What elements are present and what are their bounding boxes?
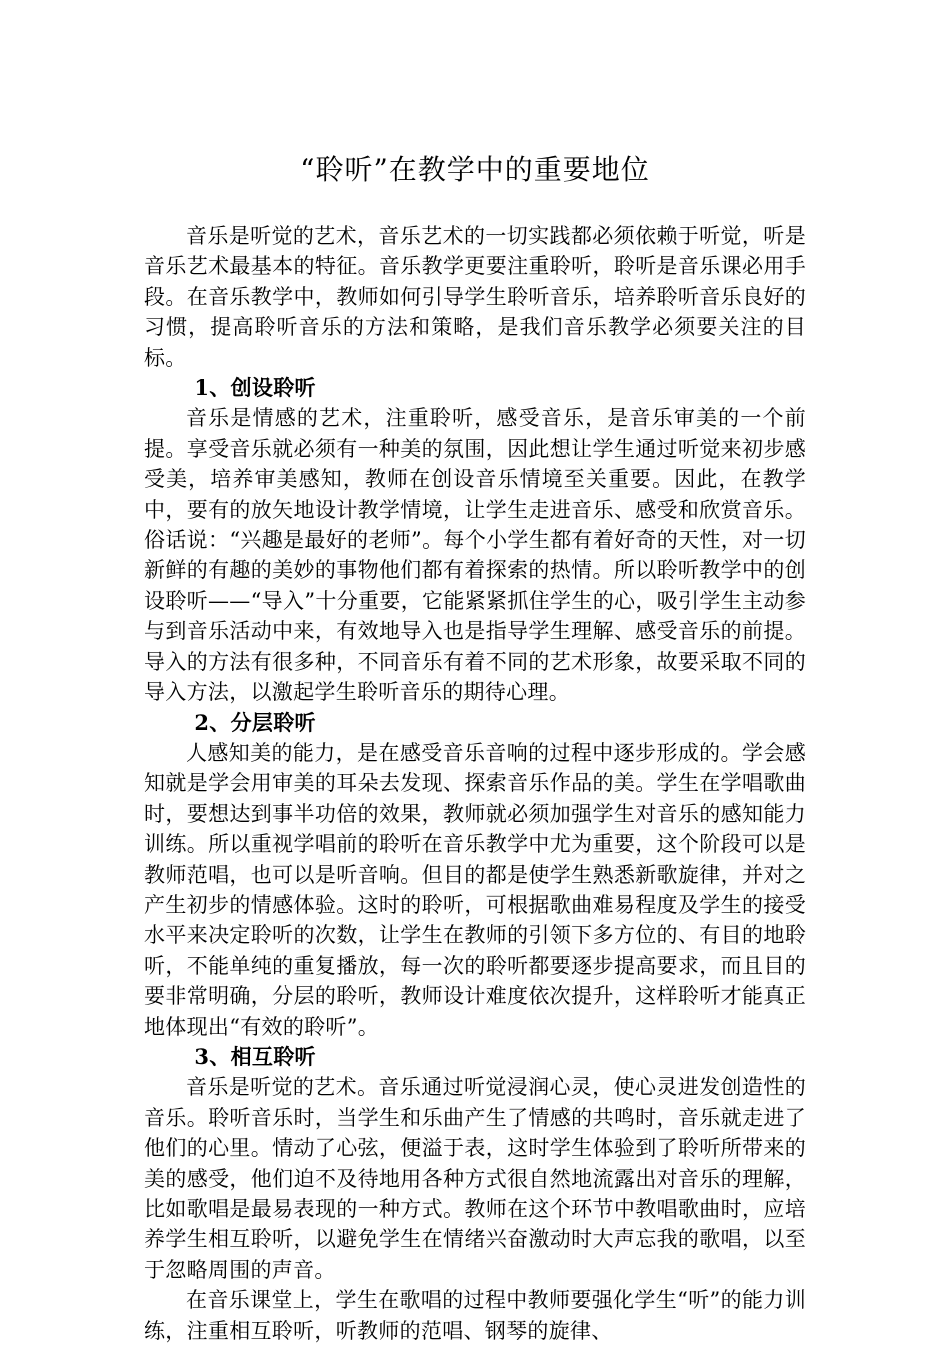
- section-1-paragraph-1: 音乐是情感的艺术，注重聆听，感受音乐，是音乐审美的一个前提。享受音乐就必须有一种美的氛围，因此想让学生通过听觉来初步感受美，培养审美感知，教师在创设音乐情境至关重要。因此，在教学中，要有的放矢地设计教学情境，让学生走进音乐、感受和欣赏音乐。俗话说：“兴趣是最好的老师”。每个小学生都有着好奇的天性，对一切新鲜的有趣的美妙的事物他们都有着探索的热情。所以聆听教学中的创设聆听——“导入”十分重要，它能紧紧抓住学生的心，吸引学生主动参与到音乐活动中来，有效地导入也是指导学生理解、感受音乐的前提。导入的方法有很多种，不同音乐有着不同的艺术形象，故要采取不同的导入方法，以激起学生聆听音乐的期待心理。: [144, 406, 806, 705]
- section-3-paragraph-1: 音乐是听觉的艺术。音乐通过听觉浸润心灵，使心灵进发创造性的音乐。聆听音乐时，当学生和乐曲产生了情感的共鸣时，音乐就走进了他们的心里。情动了心弦，便溢于表，这时学生体验到了聆听所带来的美的感受，他们迫不及待地用各种方式很自然地流露出对音乐的理解，比如歌唱是最易表现的一种方式。教师在这个环节中教唱歌曲时，应培养学生相互聆听，以避免学生在情绪兴奋激动时大声忘我的歌唱，以至于忽略周围的声音。: [144, 1075, 806, 1282]
- document-body: [144, 221, 806, 1346]
- section-heading-1: 1、创设聆听: [194, 375, 316, 401]
- section-2-paragraph-1: 人感知美的能力，是在感受音乐音响的过程中逐步形成的。学会感知就是学会用审美的耳朵去发现、探索音乐作品的美。学生在学唱歌曲时，要想达到事半功倍的效果，教师就必须加强学生对音乐的感知能力训练。所以重视学唱前的聆听在音乐教学中尤为重要，这个阶段可以是教师范唱，也可以是听音响。但目的都是使学生熟悉新歌旋律，并对之产生初步的情感体验。这时的聆听，可根据歌曲难易程度及学生的接受水平来决定聆听的次数，让学生在教师的引领下多方位的、有目的地聆听，不能单纯的重复播放，每一次的聆听都要逐步提高要求，而且目的要非常明确，分层的聆听，教师设计难度依次提升，这样聆听才能真正地体现出“有效的聆听”。: [144, 740, 806, 1039]
- intro-paragraph: 音乐是听觉的艺术，音乐艺术的一切实践都必须依赖于听觉，听是音乐艺术最基本的特征。音乐教学更要注重聆听，聆听是音乐课必用手段。在音乐教学中，教师如何引导学生聆听音乐，培养聆听音乐良好的习惯，提高聆听音乐的方法和策略，是我们音乐教学必须要关注的目标。: [144, 224, 806, 370]
- section-3-paragraph-2: 在音乐课堂上，学生在歌唱的过程中教师要强化学生“听”的能力训练，注重相互聆听，听教师的范唱、钢琴的旋律、: [144, 1288, 806, 1343]
- section-heading-3: 3、相互聆听: [194, 1043, 316, 1069]
- document-title: “聆听”在教学中的重要地位: [300, 153, 650, 186]
- section-heading-2: 2、分层聆听: [194, 709, 316, 735]
